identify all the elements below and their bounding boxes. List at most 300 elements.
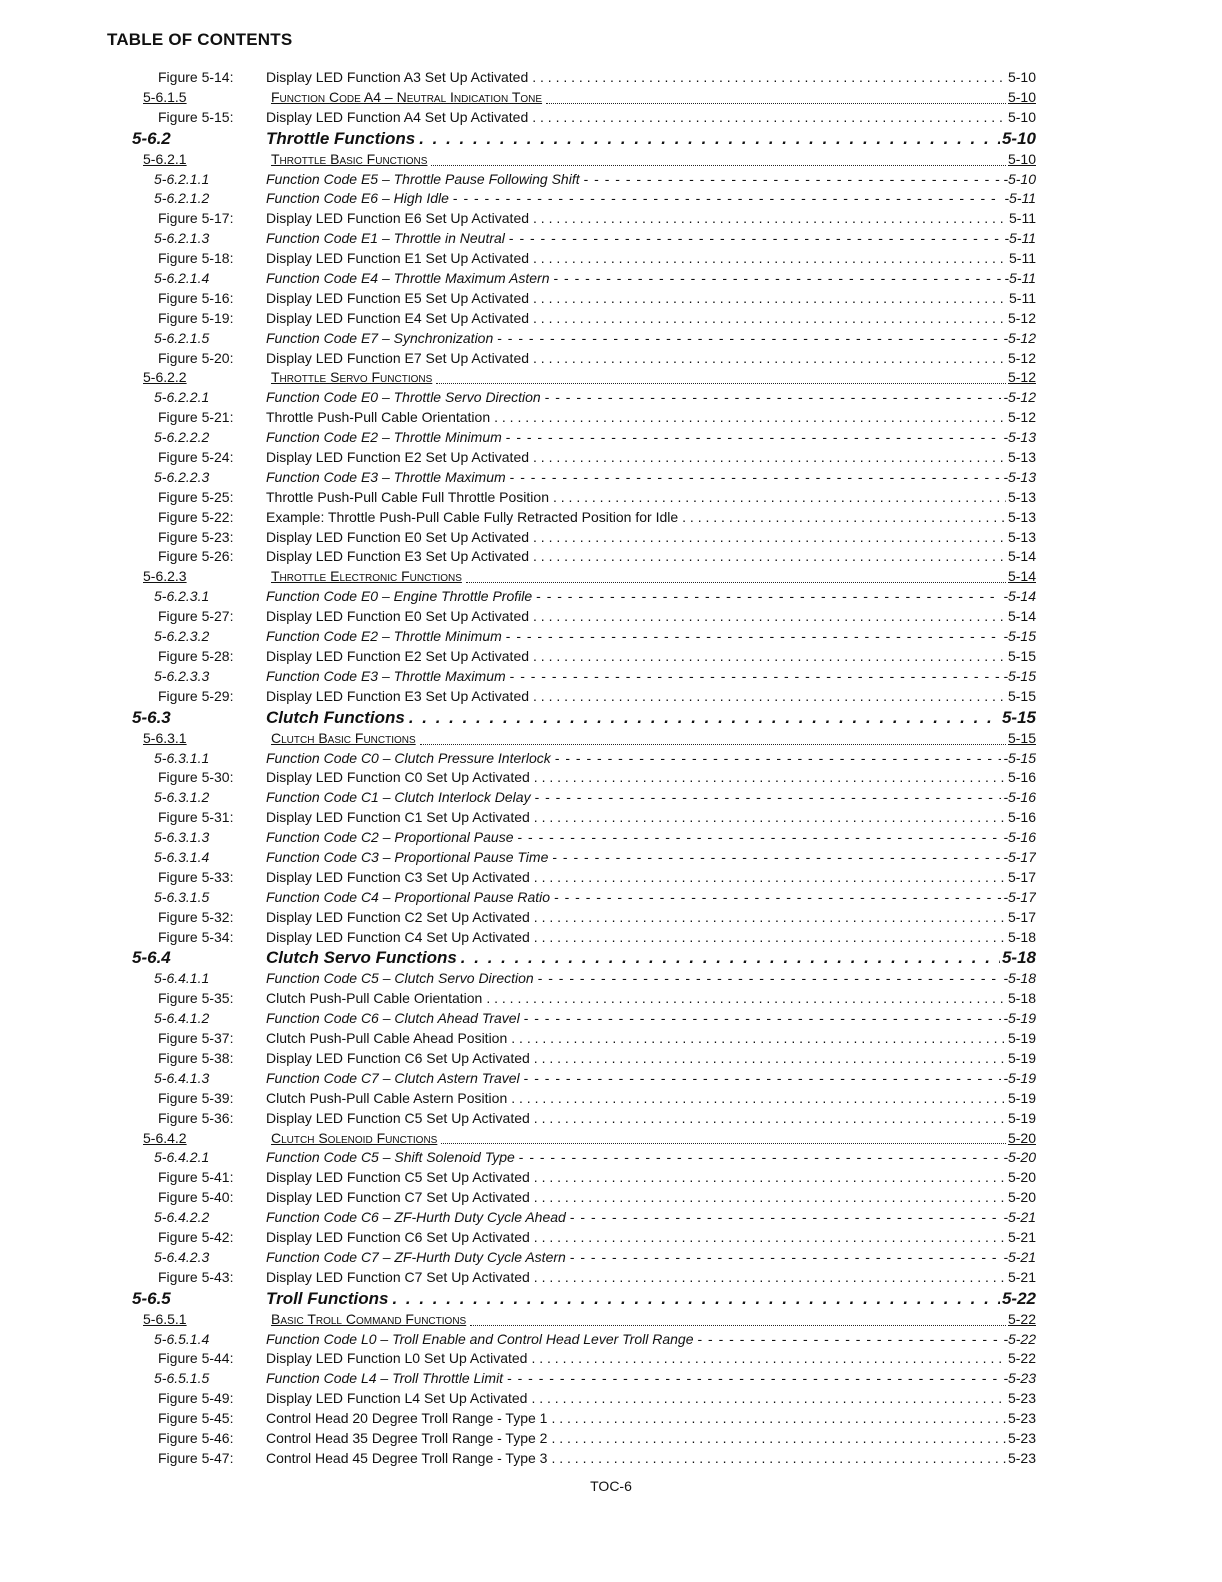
toc-figure-row[interactable] — [0, 687, 1222, 707]
toc-figure-row[interactable] — [0, 309, 1222, 329]
toc-page-number: 5-18 — [1007, 990, 1036, 1007]
toc-entry-title[interactable]: Control Head 35 Degree Troll Range - Type 2 — [266, 1430, 548, 1446]
toc-entry-title[interactable]: Function Code E6 – High Idle — [266, 190, 449, 207]
toc-leader — [536, 587, 1001, 607]
toc-entry-number: Figure 5-35: — [158, 990, 234, 1007]
toc-figure-row[interactable] — [0, 68, 1222, 88]
toc-page-number: -5-18 — [1003, 970, 1036, 987]
toc-entry-number: 5-6.4.2.1 — [154, 1149, 210, 1166]
toc-list — [0, 68, 1222, 1469]
toc-leader — [534, 1168, 1006, 1188]
toc-entry-title[interactable]: Function Code C2 – Proportional Pause — [266, 829, 514, 846]
toc-entry-number: 5-6.1.5 — [143, 88, 187, 105]
toc-entry-title[interactable]: Display LED Function E0 Set Up Activated — [266, 528, 530, 545]
toc-entry-title[interactable]: Clutch Push-Pull Cable Ahead Position — [266, 1030, 508, 1047]
toc-leader — [532, 68, 1006, 88]
toc-entry-title[interactable]: Function Code E0 – Throttle Servo Direction — [266, 389, 541, 406]
toc-subsection-row[interactable] — [0, 729, 1222, 749]
toc-item-row[interactable] — [0, 969, 1222, 989]
toc-entry-title[interactable]: Display LED Function E5 Set Up Activated — [266, 289, 530, 306]
toc-leader — [486, 989, 1006, 1009]
toc-figure-row[interactable] — [0, 349, 1222, 369]
toc-entry-title[interactable]: Function Code C6 – ZF-Hurth Duty Cycle Ahead — [266, 1209, 566, 1226]
toc-page-number: 5-18 — [1001, 948, 1036, 968]
toc-entry-title[interactable]: Clutch Servo Functions — [266, 948, 457, 968]
toc-entry-number: 5-6.4.1.2 — [154, 1010, 210, 1027]
toc-leader — [534, 928, 1006, 948]
toc-entry-title[interactable]: Display LED Function C4 Set Up Activated — [266, 928, 530, 945]
toc-entry-title[interactable]: Basic Troll Command Functions — [271, 1310, 467, 1327]
toc-item-row[interactable] — [0, 329, 1222, 349]
toc-entry-title[interactable]: Function Code C3 – Proportional Pause Time — [266, 848, 549, 865]
toc-leader — [546, 92, 1006, 104]
toc-figure-row[interactable] — [0, 768, 1222, 788]
toc-entry-number: 5-6.3.1.5 — [154, 888, 210, 905]
toc-leader — [453, 189, 1002, 209]
toc-entry-number: Figure 5-43: — [158, 1268, 234, 1285]
toc-entry-title[interactable]: Clutch Push-Pull Cable Astern Position — [266, 1089, 508, 1106]
toc-page-number: 5-12 — [1007, 349, 1036, 366]
toc-figure-row[interactable] — [0, 1029, 1222, 1049]
toc-page-number: -5-17 — [1003, 848, 1036, 865]
toc-entry-number: Figure 5-45: — [158, 1410, 234, 1427]
toc-entry-number: Figure 5-24: — [158, 449, 234, 466]
toc-page-number: 5-17 — [1007, 868, 1036, 885]
toc-entry-number: Figure 5-23: — [158, 528, 234, 545]
toc-entry-number: 5-6.2.3.2 — [154, 628, 210, 645]
toc-entry-number: 5-6.2.2.3 — [154, 468, 210, 485]
toc-entry-title[interactable]: Function Code C5 – Clutch Servo Direction — [266, 970, 534, 987]
toc-entry-number: Figure 5-46: — [158, 1430, 234, 1446]
toc-entry-number: 5-6.2.2.2 — [154, 429, 210, 446]
toc-page-number: -5-19 — [1003, 1010, 1036, 1027]
toc-subsection-row[interactable] — [0, 567, 1222, 587]
toc-subsection-row[interactable] — [0, 88, 1222, 108]
toc-item-row[interactable] — [0, 788, 1222, 808]
toc-entry-title[interactable]: Function Code E1 – Throttle in Neutral — [266, 230, 505, 247]
toc-item-row[interactable] — [0, 170, 1222, 190]
toc-entry-title[interactable]: Throttle Functions — [266, 128, 416, 148]
toc-leader — [461, 947, 1000, 969]
toc-figure-row[interactable] — [0, 1188, 1222, 1208]
toc-subsection-row[interactable] — [0, 150, 1222, 170]
toc-leader — [545, 388, 1002, 408]
toc-figure-row[interactable] — [0, 607, 1222, 627]
toc-leader — [570, 1248, 1002, 1268]
toc-figure-row[interactable] — [0, 289, 1222, 309]
toc-leader — [538, 969, 1002, 989]
toc-item-row[interactable] — [0, 229, 1222, 249]
toc-page-number: 5-19 — [1007, 1089, 1036, 1106]
toc-entry-number: Figure 5-39: — [158, 1089, 234, 1106]
toc-item-row[interactable] — [0, 627, 1222, 647]
toc-page-number: 5-10 — [1001, 128, 1036, 148]
toc-entry-title[interactable]: Function Code L0 – Troll Enable and Control Head Lever Troll Range — [266, 1330, 694, 1347]
toc-leader — [510, 468, 1002, 488]
toc-entry-title[interactable]: Throttle Push-Pull Cable Orientation — [266, 409, 491, 426]
toc-leader — [533, 349, 1006, 369]
toc-figure-row[interactable] — [0, 448, 1222, 468]
toc-leader — [510, 667, 1002, 687]
toc-item-row[interactable] — [0, 189, 1222, 209]
toc-entry-title[interactable]: Function Code E2 – Throttle Minimum — [266, 429, 502, 446]
toc-leader — [534, 908, 1006, 928]
toc-leader — [682, 508, 1006, 528]
toc-leader — [431, 154, 1006, 166]
toc-leader — [534, 808, 1006, 828]
toc-entry-title[interactable]: Display LED Function C3 Set Up Activated — [266, 868, 530, 885]
toc-entry-title[interactable]: Display LED Function A4 Set Up Activated — [266, 108, 529, 125]
toc-entry-title[interactable]: Clutch Basic Functions — [271, 729, 416, 746]
toc-leader — [532, 108, 1006, 128]
toc-entry-title[interactable]: Function Code C0 – Clutch Pressure Interlock — [266, 749, 551, 766]
toc-leader — [506, 627, 1002, 647]
toc-page-number: -5-20 — [1003, 1149, 1036, 1166]
toc-figure-row[interactable] — [0, 1389, 1222, 1409]
toc-page-number: 5-16 — [1007, 769, 1036, 786]
toc-figure-row[interactable] — [0, 1228, 1222, 1248]
toc-page-number: 5-23 — [1007, 1390, 1036, 1407]
toc-page-number: 5-10 — [1007, 150, 1036, 167]
toc-entry-number: Figure 5-41: — [158, 1169, 234, 1186]
toc-figure-row[interactable] — [0, 868, 1222, 888]
toc-figure-row[interactable] — [0, 508, 1222, 528]
toc-entry-number: Figure 5-38: — [158, 1049, 234, 1066]
toc-entry-number: 5-6.2.1.4 — [154, 270, 210, 287]
toc-entry-number: 5-6.4.2 — [143, 1129, 187, 1146]
toc-leader — [497, 329, 1001, 349]
toc-page-number: 5-11 — [1009, 250, 1036, 267]
toc-entry-title[interactable]: Display LED Function C2 Set Up Activated — [266, 908, 530, 925]
toc-page-number: -5-22 — [1003, 1330, 1036, 1347]
toc-page-number: -5-21 — [1003, 1209, 1036, 1226]
toc-leader — [441, 1132, 1006, 1144]
toc-item-row[interactable] — [0, 828, 1222, 848]
toc-item-row[interactable] — [0, 468, 1222, 488]
toc-entry-title[interactable]: Troll Functions — [266, 1288, 389, 1308]
toc-section-row[interactable] — [0, 947, 1222, 969]
toc-page-number: 5-12 — [1007, 309, 1036, 326]
toc-leader — [551, 1409, 1006, 1429]
toc-entry-number: 5-6.3.1.3 — [154, 829, 210, 846]
toc-page-number: 5-14 — [1007, 608, 1036, 625]
toc-entry-number: Figure 5-37: — [158, 1030, 234, 1047]
toc-figure-row[interactable] — [0, 108, 1222, 128]
toc-entry-title[interactable]: Function Code E3 – Throttle Maximum — [266, 667, 506, 684]
toc-entry-title[interactable]: Display LED Function E6 Set Up Activated — [266, 210, 530, 227]
toc-leader — [466, 571, 1006, 583]
toc-entry-number: 5-6.2 — [132, 128, 171, 148]
toc-entry-number: 5-6.4.2.3 — [154, 1248, 210, 1265]
toc-entry-title[interactable]: Clutch Push-Pull Cable Orientation — [266, 990, 483, 1007]
toc-page-number: 5-20 — [1007, 1189, 1036, 1206]
toc-entry-title[interactable]: Display LED Function E2 Set Up Activated — [266, 449, 530, 466]
toc-entry-title[interactable]: Display LED Function C5 Set Up Activated — [266, 1109, 530, 1126]
toc-figure-row[interactable] — [0, 528, 1222, 548]
toc-entry-title[interactable]: Function Code L4 – Troll Throttle Limit — [266, 1370, 504, 1387]
toc-item-row[interactable] — [0, 587, 1222, 607]
toc-figure-row[interactable] — [0, 209, 1222, 229]
toc-leader — [533, 289, 1007, 309]
toc-figure-row[interactable] — [0, 928, 1222, 948]
toc-item-row[interactable] — [0, 888, 1222, 908]
toc-entry-number: Figure 5-19: — [158, 309, 234, 326]
toc-leader — [392, 1288, 1000, 1310]
toc-page-number: -5-23 — [1003, 1370, 1036, 1387]
toc-entry-title[interactable]: Function Code E0 – Engine Throttle Profile — [266, 588, 533, 605]
toc-page-number: 5-22 — [1007, 1350, 1036, 1367]
toc-page-number: 5-19 — [1007, 1109, 1036, 1126]
toc-leader — [534, 1188, 1006, 1208]
toc-entry-title[interactable]: Function Code C7 – Clutch Astern Travel — [266, 1069, 520, 1086]
toc-item-row[interactable] — [0, 388, 1222, 408]
toc-entry-number: 5-6.2.2.1 — [154, 389, 210, 406]
toc-entry-title[interactable]: Function Code E4 – Throttle Maximum Astern — [266, 270, 550, 287]
toc-page-number: 5-13 — [1007, 488, 1036, 505]
toc-leader — [436, 372, 1006, 384]
toc-entry-title[interactable]: Throttle Push-Pull Cable Full Throttle Position — [266, 488, 549, 505]
toc-page-number: -5-15 — [1003, 749, 1036, 766]
toc-item-row[interactable] — [0, 1248, 1222, 1268]
toc-page-number: 5-14 — [1007, 548, 1036, 565]
toc-entry-title[interactable]: Function Code E7 – Synchronization — [266, 329, 494, 346]
toc-figure-row[interactable] — [0, 808, 1222, 828]
toc-figure-row[interactable] — [0, 1109, 1222, 1129]
toc-entry-number: 5-6.2.1.5 — [154, 329, 210, 346]
toc-leader — [509, 229, 1002, 249]
toc-entry-title[interactable]: Display LED Function A3 Set Up Activated — [266, 69, 529, 85]
toc-page-number: -5-16 — [1003, 829, 1036, 846]
toc-leader — [533, 687, 1006, 707]
toc-page-number: 5-15 — [1007, 729, 1036, 746]
toc-entry-title[interactable]: Display LED Function C0 Set Up Activated — [266, 769, 530, 786]
toc-figure-row[interactable] — [0, 1049, 1222, 1069]
toc-leader — [524, 1069, 1002, 1089]
toc-entry-number: 5-6.5.1.5 — [154, 1370, 210, 1387]
toc-entry-number: Figure 5-33: — [158, 868, 234, 885]
toc-entry-number: Figure 5-42: — [158, 1228, 234, 1245]
toc-entry-number: Figure 5-44: — [158, 1350, 234, 1367]
toc-section-row[interactable] — [0, 128, 1222, 150]
toc-leader — [535, 788, 1002, 808]
toc-entry-title[interactable]: Display LED Function E3 Set Up Activated — [266, 687, 530, 704]
toc-entry-title[interactable]: Function Code A4 – Neutral Indication Tone — [271, 88, 543, 105]
toc-page-number: -5-16 — [1003, 789, 1036, 806]
toc-figure-row[interactable] — [0, 647, 1222, 667]
toc-item-row[interactable] — [0, 667, 1222, 687]
toc-entry-title[interactable]: Clutch Functions — [266, 707, 405, 727]
toc-entry-title[interactable]: Control Head 45 Degree Troll Range - Type 3 — [266, 1449, 548, 1466]
toc-entry-title[interactable]: Throttle Electronic Functions — [271, 568, 462, 585]
toc-subsection-row[interactable] — [0, 1129, 1222, 1149]
toc-page-number: 5-10 — [1007, 88, 1036, 105]
toc-figure-row[interactable] — [0, 1168, 1222, 1188]
toc-leader — [551, 1429, 1006, 1449]
toc-entry-title[interactable]: Display LED Function L0 Set Up Activated — [266, 1350, 528, 1367]
toc-leader — [698, 1330, 1002, 1350]
toc-figure-row[interactable] — [0, 547, 1222, 567]
toc-leader — [534, 1268, 1006, 1288]
toc-item-row[interactable] — [0, 1330, 1222, 1350]
toc-entry-number: 5-6.5.1.4 — [154, 1330, 210, 1347]
toc-entry-title[interactable]: Display LED Function C5 Set Up Activated — [266, 1169, 530, 1186]
toc-entry-number: Figure 5-27: — [158, 608, 234, 625]
toc-page-number: 5-10 — [1007, 108, 1036, 125]
toc-item-row[interactable] — [0, 1369, 1222, 1389]
toc-entry-title[interactable]: Display LED Function C6 Set Up Activated — [266, 1228, 530, 1245]
toc-leader — [533, 528, 1006, 548]
toc-entry-title[interactable]: Throttle Servo Functions — [271, 369, 433, 386]
toc-entry-title[interactable]: Display LED Function E0 Set Up Activated — [266, 608, 530, 625]
toc-entry-title[interactable]: Display LED Function C7 Set Up Activated — [266, 1189, 530, 1206]
toc-leader — [534, 868, 1006, 888]
toc-figure-row[interactable] — [0, 1089, 1222, 1109]
toc-entry-number: Figure 5-20: — [158, 349, 234, 366]
toc-entry-title[interactable]: Function Code E3 – Throttle Maximum — [266, 468, 506, 485]
toc-page-number: -5-15 — [1003, 628, 1036, 645]
toc-entry-number: Figure 5-21: — [158, 409, 234, 426]
toc-leader — [552, 848, 1001, 868]
toc-item-row[interactable] — [0, 1009, 1222, 1029]
toc-entry-number: 5-6.2.1 — [143, 150, 187, 167]
toc-entry-title[interactable]: Display LED Function E2 Set Up Activated — [266, 647, 530, 664]
toc-entry-title[interactable]: Function Code C1 – Clutch Interlock Delay — [266, 789, 531, 806]
toc-page-number: -5-14 — [1003, 588, 1036, 605]
toc-entry-title[interactable]: Display LED Function C7 Set Up Activated — [266, 1268, 530, 1285]
toc-page-number: 5-15 — [1007, 687, 1036, 704]
toc-page-number: 5-16 — [1007, 809, 1036, 826]
toc-page-number: 5-20 — [1007, 1169, 1036, 1186]
toc-page-number: 5-23 — [1007, 1430, 1036, 1446]
toc-entry-number: 5-6.3.1.2 — [154, 789, 210, 806]
toc-leader — [554, 269, 1003, 289]
toc-item-row[interactable] — [0, 1208, 1222, 1228]
toc-figure-row[interactable] — [0, 1268, 1222, 1288]
toc-entry-title[interactable]: Function Code C7 – ZF-Hurth Duty Cycle Astern — [266, 1248, 566, 1265]
toc-leader — [531, 1389, 1006, 1409]
toc-entry-number: 5-6.2.2 — [143, 369, 187, 386]
toc-leader — [534, 768, 1006, 788]
toc-entry-number: Figure 5-30: — [158, 769, 234, 786]
toc-leader — [554, 888, 1001, 908]
toc-entry-number: 5-6.2.3.1 — [154, 588, 210, 605]
toc-leader — [519, 1148, 1002, 1168]
toc-leader — [409, 707, 1000, 729]
toc-entry-number: 5-6.4.2.2 — [154, 1209, 210, 1226]
toc-entry-title[interactable]: Display LED Function E1 Set Up Activated — [266, 250, 530, 267]
toc-page-number: 5-12 — [1007, 409, 1036, 426]
toc-page-number: 5-14 — [1007, 568, 1036, 585]
toc-page-number: 5-18 — [1007, 928, 1036, 945]
toc-leader — [533, 309, 1006, 329]
toc-subsection-row[interactable] — [0, 368, 1222, 388]
toc-section-row[interactable] — [0, 707, 1222, 729]
toc-entry-title[interactable]: Display LED Function C1 Set Up Activated — [266, 809, 530, 826]
toc-entry-number: Figure 5-36: — [158, 1109, 234, 1126]
toc-page-number: 5-22 — [1001, 1288, 1036, 1308]
toc-leader — [420, 733, 1006, 745]
toc-entry-number: Figure 5-40: — [158, 1189, 234, 1206]
toc-entry-title[interactable]: Display LED Function L4 Set Up Activated — [266, 1390, 528, 1407]
toc-entry-title[interactable]: Display LED Function E3 Set Up Activated — [266, 548, 530, 565]
page-heading: TABLE OF CONTENTS — [107, 30, 293, 49]
toc-entry-number: 5-6.5.1 — [143, 1310, 187, 1327]
toc-figure-row[interactable] — [0, 488, 1222, 508]
toc-entry-number: 5-6.5 — [132, 1288, 171, 1308]
toc-figure-row[interactable] — [0, 989, 1222, 1009]
toc-entry-title[interactable]: Throttle Basic Functions — [271, 150, 428, 167]
toc-entry-title[interactable]: Display LED Function C6 Set Up Activated — [266, 1049, 530, 1066]
toc-page-number: 5-11 — [1009, 210, 1036, 227]
toc-item-row[interactable] — [0, 1148, 1222, 1168]
toc-item-row[interactable] — [0, 428, 1222, 448]
toc-leader — [507, 1369, 1001, 1389]
toc-figure-row[interactable] — [0, 1429, 1222, 1449]
toc-entry-number: Figure 5-14: — [158, 69, 234, 85]
toc-entry-number: Figure 5-22: — [158, 508, 234, 525]
toc-figure-row[interactable] — [0, 1449, 1222, 1469]
toc-figure-row[interactable] — [0, 249, 1222, 269]
toc-item-row[interactable] — [0, 269, 1222, 289]
toc-entry-title[interactable]: Display LED Function E7 Set Up Activated — [266, 349, 530, 366]
toc-entry-title[interactable]: Example: Throttle Push-Pull Cable Fully Retracted Position for Idle — [266, 508, 679, 525]
toc-figure-row[interactable] — [0, 1409, 1222, 1429]
toc-page-number: -5-13 — [1003, 429, 1036, 446]
toc-entry-title[interactable]: Function Code C6 – Clutch Ahead Travel — [266, 1010, 520, 1027]
toc-entry-title[interactable]: Display LED Function E4 Set Up Activated — [266, 309, 530, 326]
toc-leader — [534, 1049, 1006, 1069]
toc-entry-title[interactable]: Function Code C4 – Proportional Pause Ratio — [266, 888, 551, 905]
toc-item-row[interactable] — [0, 1069, 1222, 1089]
toc-page-number: 5-13 — [1007, 528, 1036, 545]
toc-entry-number: 5-6.3.1.1 — [154, 749, 210, 766]
toc-page-number: 5-21 — [1007, 1268, 1036, 1285]
toc-entry-number: Figure 5-17: — [158, 210, 234, 227]
toc-entry-title[interactable]: Control Head 20 Degree Troll Range - Type 1 — [266, 1410, 548, 1427]
toc-entry-number: Figure 5-16: — [158, 289, 234, 306]
toc-page-number: 5-23 — [1007, 1449, 1036, 1466]
toc-section-row[interactable] — [0, 1288, 1222, 1310]
toc-entry-title[interactable]: Function Code E5 – Throttle Pause Following Shift — [266, 170, 580, 187]
toc-page-number: 5-12 — [1007, 369, 1036, 386]
toc-leader — [533, 448, 1006, 468]
toc-leader — [533, 607, 1006, 627]
toc-figure-row[interactable] — [0, 1349, 1222, 1369]
toc-entry-title[interactable]: Function Code E2 – Throttle Minimum — [266, 628, 502, 645]
toc-item-row[interactable] — [0, 749, 1222, 769]
toc-leader — [524, 1009, 1002, 1029]
toc-page-number: -5-11 — [1004, 230, 1036, 247]
toc-entry-number: Figure 5-26: — [158, 548, 234, 565]
toc-subsection-row[interactable] — [0, 1310, 1222, 1330]
toc-leader — [511, 1029, 1006, 1049]
toc-entry-number: Figure 5-34: — [158, 928, 234, 945]
toc-page-number: -5-17 — [1003, 888, 1036, 905]
toc-entry-number: 5-6.2.1.2 — [154, 190, 210, 207]
toc-page-number: -5-19 — [1003, 1069, 1036, 1086]
toc-entry-number: 5-6.2.3 — [143, 568, 187, 585]
toc-page-number: 5-15 — [1007, 647, 1036, 664]
toc-entry-title[interactable]: Function Code C5 – Shift Solenoid Type — [266, 1149, 515, 1166]
toc-entry-title[interactable]: Clutch Solenoid Functions — [271, 1129, 438, 1146]
toc-item-row[interactable] — [0, 848, 1222, 868]
toc-page-number: 5-15 — [1001, 707, 1036, 727]
toc-leader — [511, 1089, 1006, 1109]
toc-entry-number: Figure 5-32: — [158, 908, 234, 925]
toc-figure-row[interactable] — [0, 908, 1222, 928]
toc-figure-row[interactable] — [0, 408, 1222, 428]
toc-leader — [533, 547, 1006, 567]
